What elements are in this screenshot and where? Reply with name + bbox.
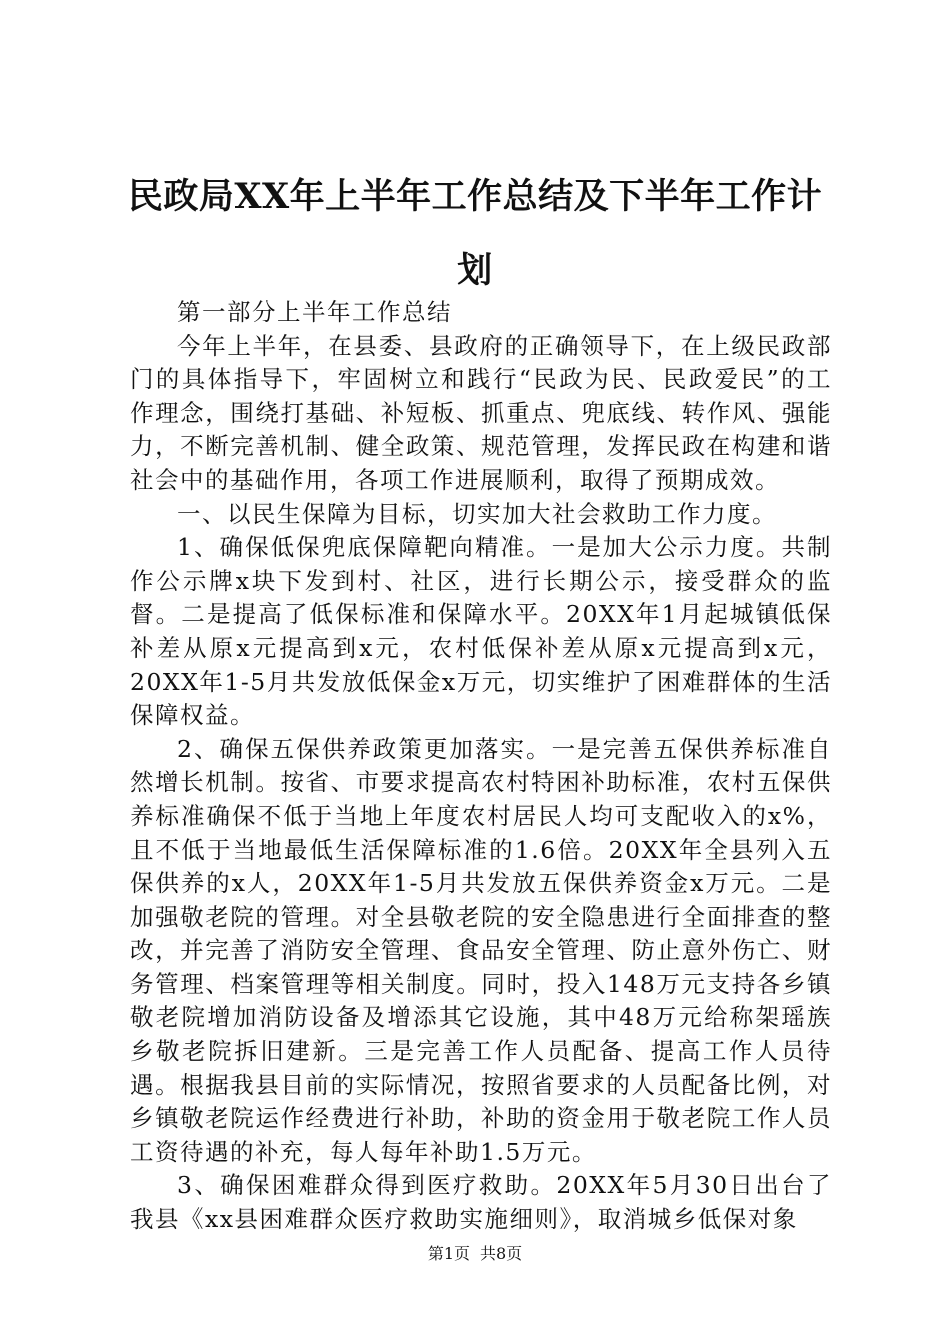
paragraph-intro: 今年上半年，在县委、县政府的正确领导下，在上级民政部门的具体指导下，牢固树立和践行“民政为民、民政爱民”的工作理念，围绕打基础、补短板、抓重点、兜底线、转作风、强能力，不断完善机制、健全政策、规范管理，发挥民政在构建和谐社会中的基础作用，各项工作进展顺利，取得了预期成效。 xyxy=(130,331,832,494)
document-title: 民政局XX年上半年工作总结及下半年工作计划 xyxy=(127,176,823,291)
page-number: 第1页 xyxy=(427,1244,470,1263)
page-footer xyxy=(0,1244,950,1264)
document-body xyxy=(130,296,832,1237)
paragraph-item-3: 3、确保困难群众得到医疗救助。20XX年5月30日出台了我县《xx县困难群众医疗救助实施细则》，取消城乡低保对象 xyxy=(130,1171,832,1234)
section-heading: 第一部分上半年工作总结 xyxy=(177,298,452,326)
subsection-heading: 一、以民生保障为目标，切实加大社会救助工作力度。 xyxy=(177,499,777,528)
paragraph-item-1: 1、确保低保兜底保障靶向精准。一是加大公示力度。共制作公示牌x块下发到村、社区，进行长期公示，接受群众的监督。二是提高了低保标准和保障水平。20XX年1月起城镇低保补差从原x元提高到x元，农村低保补差从原x元提高到x元，20XX年1-5月共发放低保金x万元，切实维护了困难群体的生活保障权益。 xyxy=(130,533,832,730)
page-total: 共8页 xyxy=(480,1244,523,1263)
paragraph-item-2: 2、确保五保供养政策更加落实。一是完善五保供养标准自然增长机制。按省、市要求提高农村特困补助标准，农村五保供养标准确保不低于当地上年度农村居民人均可支配收入的x%，且不低于当地最低生活保障标准的1.6倍。20XX年全县列入五保供养的x人，20XX年1-5月共发放五保供养资金x万元。二是加强敬老院的管理。对全县敬老院的安全隐患进行全面排查的整改，并完善了消防安全管理、食品安全管理、防止意外伤亡、财务管理、档案管理等相关制度。同时，投入148万元支持各乡镇敬老院增加消防设备及增添其它设施，其中48万元给称架瑶族乡敬老院拆旧建新。三是完善工作人员配备、提高工作人员待遇。根据我县目前的实际情况，按照省要求的人员配备比例，对乡镇敬老院运作经费进行补助，补助的资金用于敬老院工作人员工资待遇的补充，每人每年补助1.5万元。 xyxy=(130,734,832,1166)
